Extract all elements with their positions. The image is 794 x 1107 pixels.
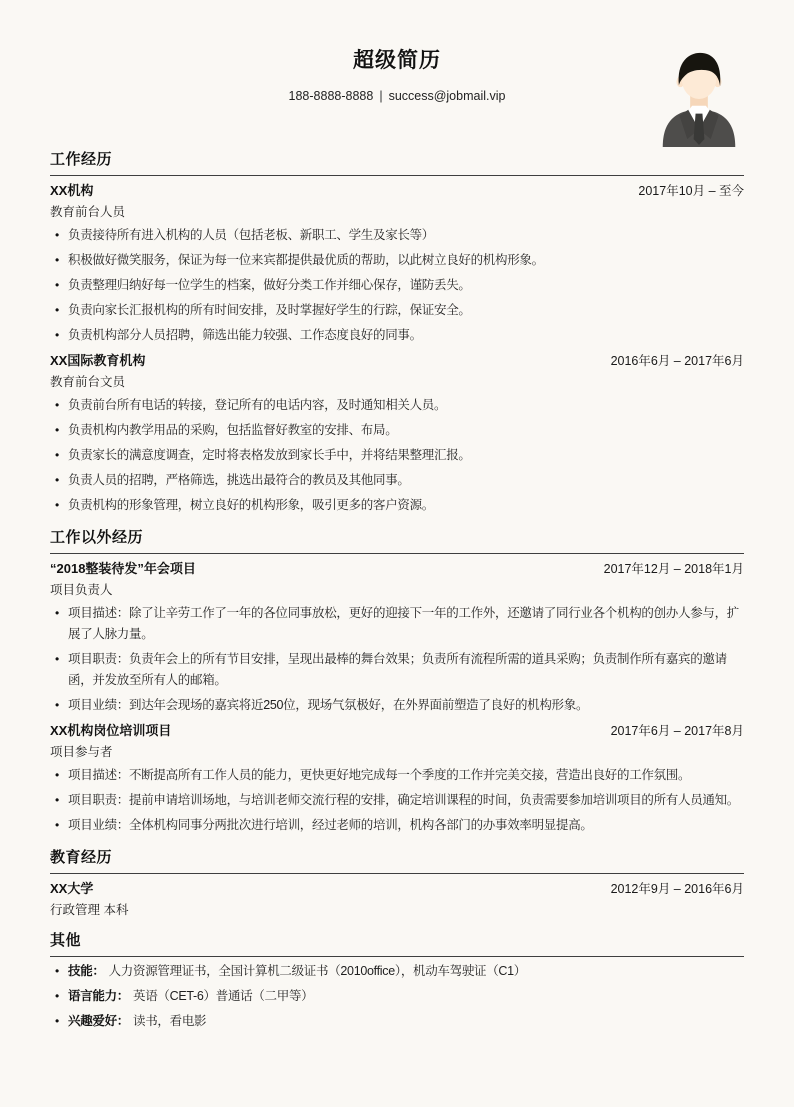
bullet-item: • 负责整理归纳好每一位学生的档案，做好分类工作并细心保存，谨防丢失。 [50,275,744,296]
bullet-label: 兴趣爱好： [68,1014,130,1028]
project-entry [50,722,744,836]
bullet-label: 语言能力： [68,989,130,1003]
bullet-text: 英语（CET-6）普通话（二甲等） [133,989,314,1003]
bullet-list [50,961,744,1032]
bullet-item: • 积极做好微笑服务，保证为每一位来宾都提供最优质的帮助，以此树立良好的机构形象。 [50,250,744,271]
bullet-item: • 负责机构部分人员招聘，筛选出能力较强、工作态度良好的同事。 [50,325,744,346]
section-title: 工作以外经历 [50,528,744,554]
entry-header [50,352,744,370]
school-name: XX大学 [50,881,94,896]
experience-entry [50,182,744,346]
bullet-label: 技能： [68,964,105,978]
bullet-list [50,395,744,516]
contact-separator: | [379,89,383,103]
bullet-list [50,765,744,836]
bullet-item: • 项目业绩：全体机构同事分两批次进行培训，经过老师的培训，机构各部门的办事效率明显提高。 [50,815,744,836]
section-title: 教育经历 [50,848,744,874]
bullet-item [50,1011,744,1032]
bullet-item: • 项目业绩：到达年会现场的嘉宾将近250位，现场气氛极好，在外界面前塑造了良好的机构形象。 [50,695,744,716]
bullet-text: 人力资源管理证书，全国计算机二级证书（2010office），机动车驾驶证（C1） [108,964,526,978]
section-education [50,848,744,919]
entry-header [50,560,744,578]
email-address: success@jobmail.vip [388,89,506,103]
company-name: XX国际教育机构 [50,353,146,368]
bullet-item: • 负责向家长汇报机构的所有时间安排，及时掌握好学生的行踪，保证安全。 [50,300,744,321]
entry-date: 2017年10月 – 至今 [638,184,744,198]
bullet-item: • 负责家长的满意度调查，定时将表格发放到家长手中，并将结果整理汇报。 [50,445,744,466]
entry-header [50,880,744,898]
education-entry [50,880,744,919]
contact-info [50,88,744,104]
bullet-item [50,961,744,982]
resume-header [50,48,744,104]
job-title: 教育前台文员 [50,375,126,389]
bullet-item: • 负责机构的形象管理，树立良好的机构形象，吸引更多的客户资源。 [50,495,744,516]
major-degree: 行政管理 本科 [50,903,129,917]
phone-number: 188-8888-8888 [288,89,374,103]
project-role: 项目负责人 [50,583,113,597]
bullet-item: • 负责人员的招聘，严格筛选，挑选出最符合的教员及其他同事。 [50,470,744,491]
avatar [650,45,748,147]
resume-title: 超级简历 [353,49,441,72]
project-entry [50,560,744,716]
bullet-item: • 项目描述：除了让辛劳工作了一年的各位同事放松，更好的迎接下一年的工作外，还邀请了同行业各个机构的创办人参与，扩展了人脉力量。 [50,603,744,645]
section-work-experience [50,150,744,516]
experience-entry [50,352,744,516]
entry-date: 2012年9月 – 2016年6月 [610,882,744,896]
bullet-item: • 负责接待所有进入机构的人员（包括老板、新职工、学生及家长等） [50,225,744,246]
company-name: XX机构 [50,183,94,198]
bullet-item: • 项目职责：负责年会上的所有节目安排，呈现出最棒的舞台效果；负责所有流程所需的道具采购；负责制作所有嘉宾的邀请函，并发放至所有人的邮箱。 [50,649,744,691]
bullet-item: • 项目描述：不断提高所有工作人员的能力，更快更好地完成每一个季度的工作并完美交接，营造出良好的工作氛围。 [50,765,744,786]
project-name: XX机构岗位培训项目 [50,723,172,738]
project-name: “2018整装待发”年会项目 [50,561,196,576]
entry-date: 2017年6月 – 2017年8月 [610,724,744,738]
bullet-text: 读书，看电影 [133,1014,207,1028]
section-title: 其他 [50,931,744,957]
job-title: 教育前台人员 [50,205,126,219]
entry-date: 2017年12月 – 2018年1月 [603,562,744,576]
bullet-item: • 负责前台所有电话的转接，登记所有的电话内容，及时通知相关人员。 [50,395,744,416]
bullet-list [50,603,744,716]
bullet-list [50,225,744,346]
male-avatar-icon [650,45,748,147]
section-other [50,931,744,1032]
entry-date: 2016年6月 – 2017年6月 [610,354,744,368]
entry-header [50,722,744,740]
entry-header [50,182,744,200]
bullet-item: • 负责机构内教学用品的采购，包括监督好教室的安排、布局。 [50,420,744,441]
section-extracurricular [50,528,744,836]
bullet-item [50,986,744,1007]
section-title: 工作经历 [50,150,744,176]
bullet-item: • 项目职责：提前申请培训场地，与培训老师交流行程的安排，确定培训课程的时间，负责需要参加培训项目的所有人员通知。 [50,790,744,811]
project-role: 项目参与者 [50,745,113,759]
